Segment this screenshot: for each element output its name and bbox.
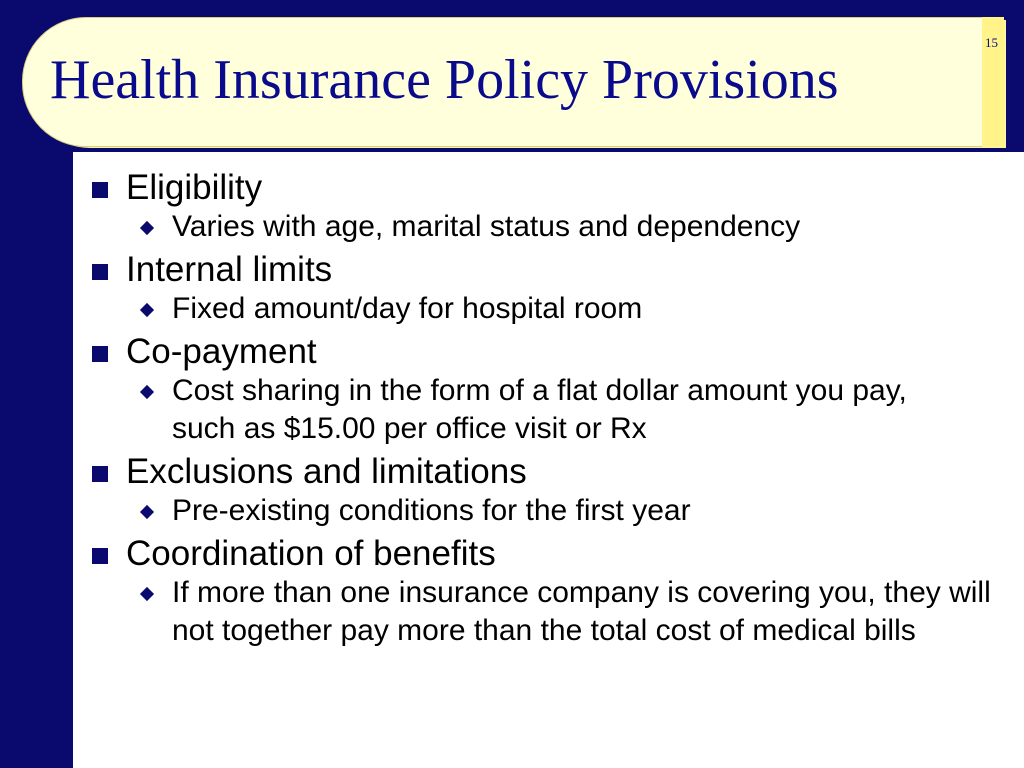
bullet-label: Coordination of benefits — [126, 534, 496, 573]
diamond-bullet-icon — [140, 385, 154, 399]
bullet-item-co-payment — [88, 332, 1008, 448]
bullet-item-internal-limits — [88, 250, 1008, 328]
bullet-label: Eligibility — [126, 168, 263, 207]
diamond-bullet-icon — [140, 221, 154, 235]
sub-bullet-text: If more than one insurance company is covering you, they will not together pay more than the total cost of medical bills — [172, 576, 991, 647]
square-bullet-icon — [92, 182, 108, 198]
slide-title: Health Insurance Policy Provisions — [50, 49, 839, 111]
bullet-item-eligibility — [88, 168, 1008, 246]
bullet-label: Co-payment — [126, 332, 317, 371]
square-bullet-icon — [92, 466, 108, 482]
sub-bullet-text: Pre-existing conditions for the first year — [172, 494, 691, 527]
diamond-bullet-icon — [140, 505, 154, 519]
sub-bullet-text: Cost sharing in the form of a flat dollar amount you pay, such as $15.00 per office visit or Rx — [172, 374, 907, 445]
bullet-item-coordination — [88, 534, 1008, 650]
bullet-item-exclusions — [88, 452, 1008, 530]
bullet-list — [88, 168, 1008, 654]
sub-bullet-text: Fixed amount/day for hospital room — [172, 292, 643, 325]
bullet-label: Internal limits — [126, 250, 333, 289]
bullet-label: Exclusions and limitations — [126, 452, 527, 491]
diamond-bullet-icon — [140, 303, 154, 317]
square-bullet-icon — [92, 264, 108, 280]
square-bullet-icon — [92, 346, 108, 362]
diamond-bullet-icon — [140, 587, 154, 601]
square-bullet-icon — [92, 548, 108, 564]
sub-bullet-text: Varies with age, marital status and dependency — [172, 210, 801, 243]
slide-number: 15 — [985, 35, 998, 50]
